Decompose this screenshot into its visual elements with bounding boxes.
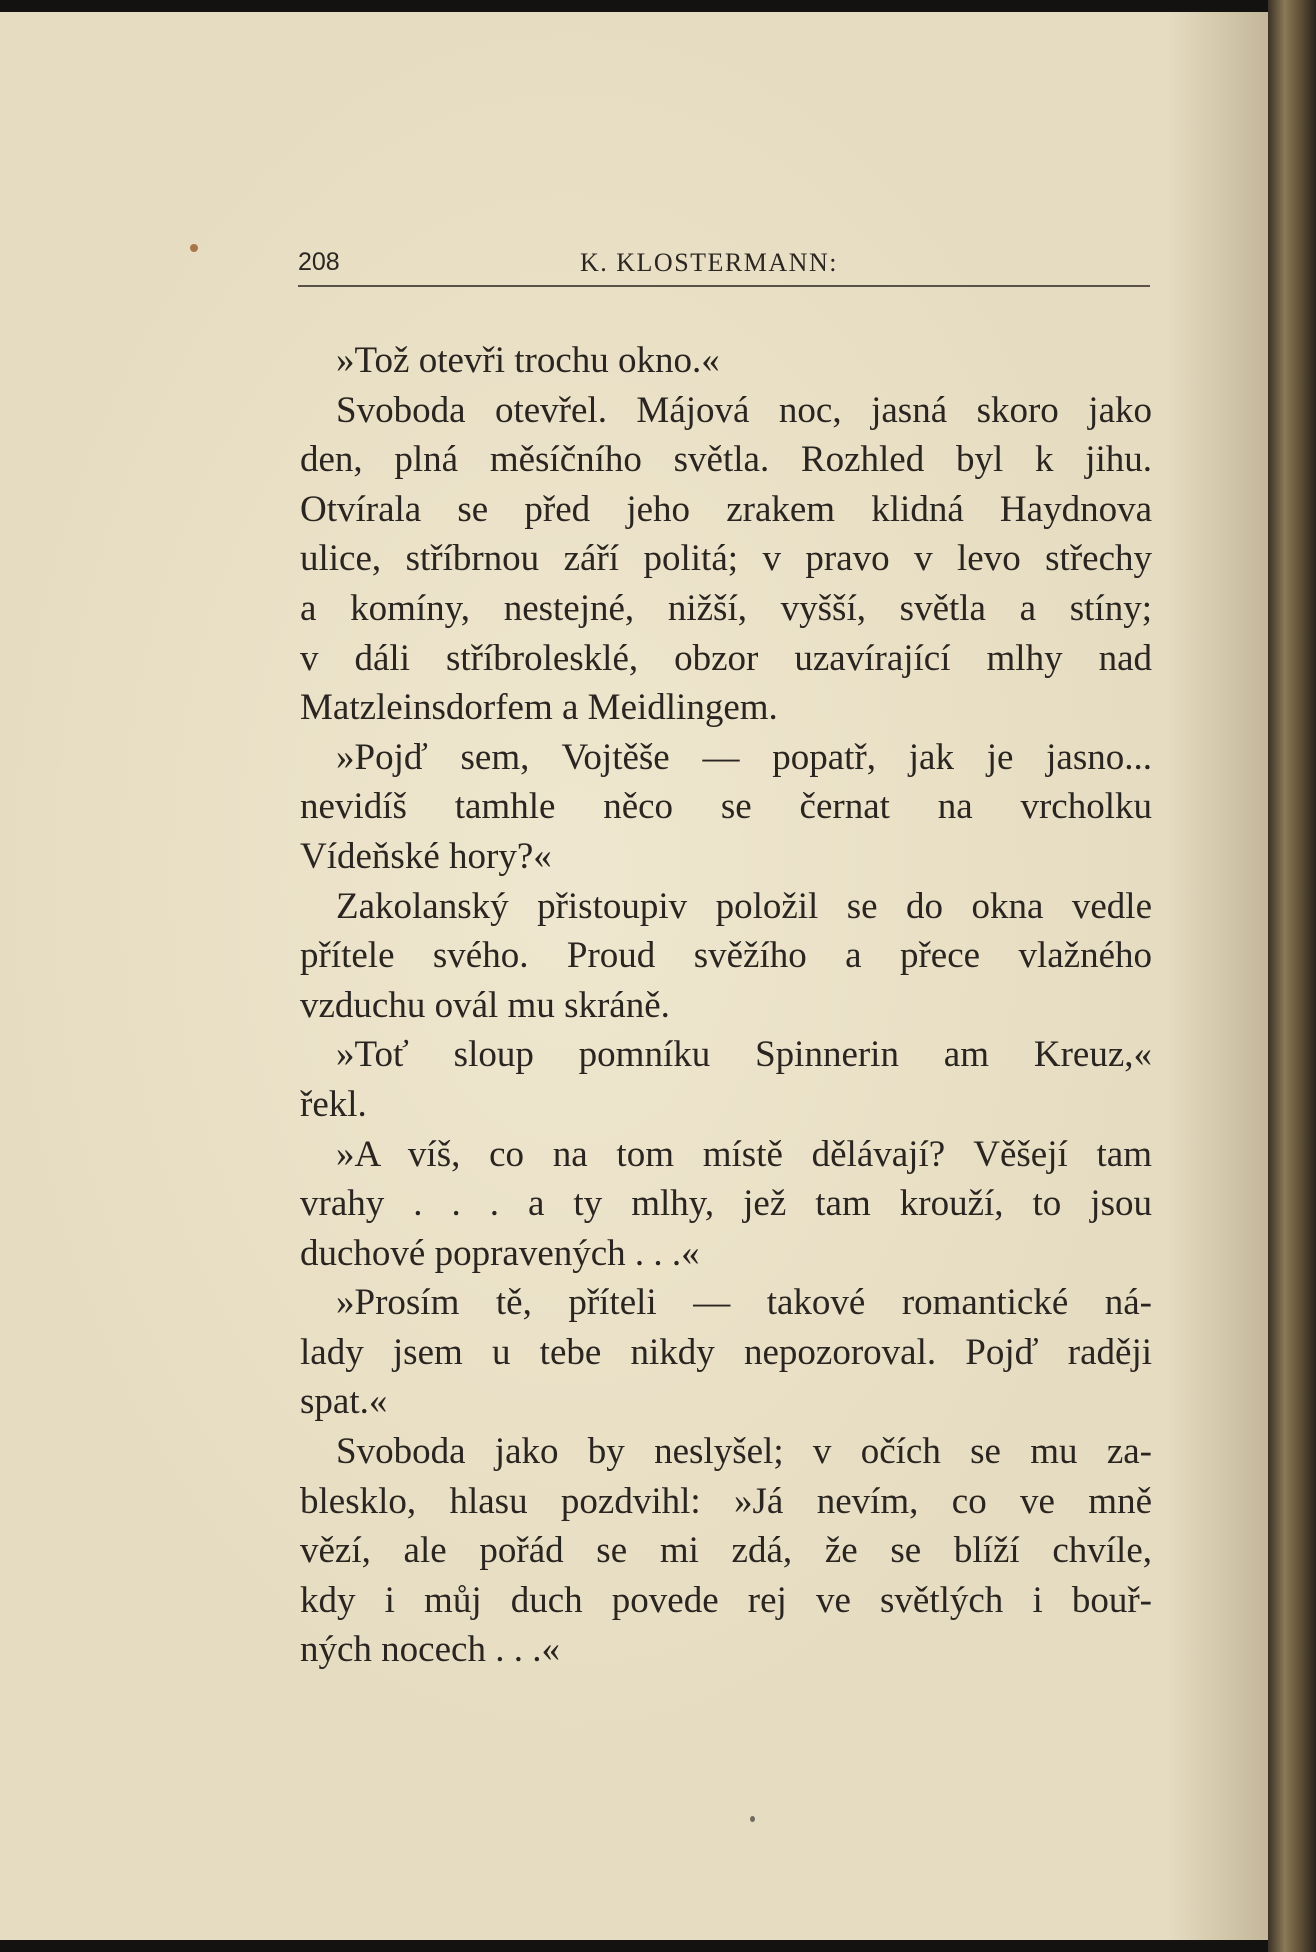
page-header — [298, 244, 1150, 284]
text-line: »A víš, co na tom místě dělávají? Věšejí tam — [336, 1133, 1152, 1175]
text-line: Svoboda jako by neslyšel; v očích se mu za- — [336, 1431, 1152, 1473]
text-line: »Toť sloup pomníku Spinnerin am Kreuz,« — [336, 1034, 1152, 1076]
text-line: vrahy . . . a ty mlhy, jež tam krouží, to jsou — [300, 1183, 1152, 1225]
text-line: blesklo, hlasu pozdvihl: »Já nevím, co ve mně — [300, 1480, 1152, 1522]
book-spine-edge — [1268, 0, 1316, 1952]
text-line: a komíny, nestejné, nižší, vyšší, světla a stíny; — [300, 587, 1152, 629]
text-line: Vídeňské hory?« — [300, 835, 552, 877]
text-line: lady jsem u tebe nikdy nepozoroval. Pojď raději — [300, 1331, 1152, 1373]
paper-speck — [190, 244, 198, 252]
page-number: 208 — [298, 248, 340, 276]
text-line: Matzleinsdorfem a Meidlingem. — [300, 687, 778, 729]
text-line: vzduchu ovál mu skráně. — [300, 984, 670, 1026]
text-line: nevidíš tamhle něco se černat na vrcholku — [300, 786, 1152, 828]
text-line: ných nocech . . .« — [300, 1629, 560, 1671]
text-line: vězí, ale pořád se mi zdá, že se blíží chvíle, — [300, 1530, 1152, 1572]
header-rule — [298, 285, 1150, 287]
text-line: »Pojď sem, Vojtěše — popatř, jak je jasno... — [336, 736, 1152, 778]
text-line: řekl. — [300, 1083, 367, 1125]
text-line: Otvírala se před jeho zrakem klidná Haydnova — [300, 488, 1152, 530]
body-text — [300, 336, 1152, 1675]
text-line: spat.« — [300, 1381, 388, 1423]
text-line: duchové popravených . . .« — [300, 1232, 700, 1274]
running-head: K. KLOSTERMANN: — [580, 248, 838, 277]
text-line: ulice, stříbrnou září politá; v pravo v levo střechy — [300, 538, 1152, 580]
text-line: v dáli stříbrolesklé, obzor uzavírající mlhy nad — [300, 637, 1152, 679]
text-line: kdy i můj duch povede rej ve světlých i bouř- — [300, 1579, 1152, 1621]
text-line: »Tož otevři trochu okno.« — [336, 340, 720, 381]
text-line: den, plná měsíčního světla. Rozhled byl k jihu. — [300, 439, 1152, 481]
paper-speck — [750, 1816, 755, 1822]
text-line: přítele svého. Proud svěžího a přece vlažného — [300, 935, 1152, 977]
text-line: »Prosím tě, příteli — takové romantické ná- — [336, 1282, 1152, 1324]
text-line: Zakolanský přistoupiv položil se do okna vedle — [336, 885, 1152, 927]
text-line: Svoboda otevřel. Májová noc, jasná skoro jako — [336, 389, 1152, 431]
